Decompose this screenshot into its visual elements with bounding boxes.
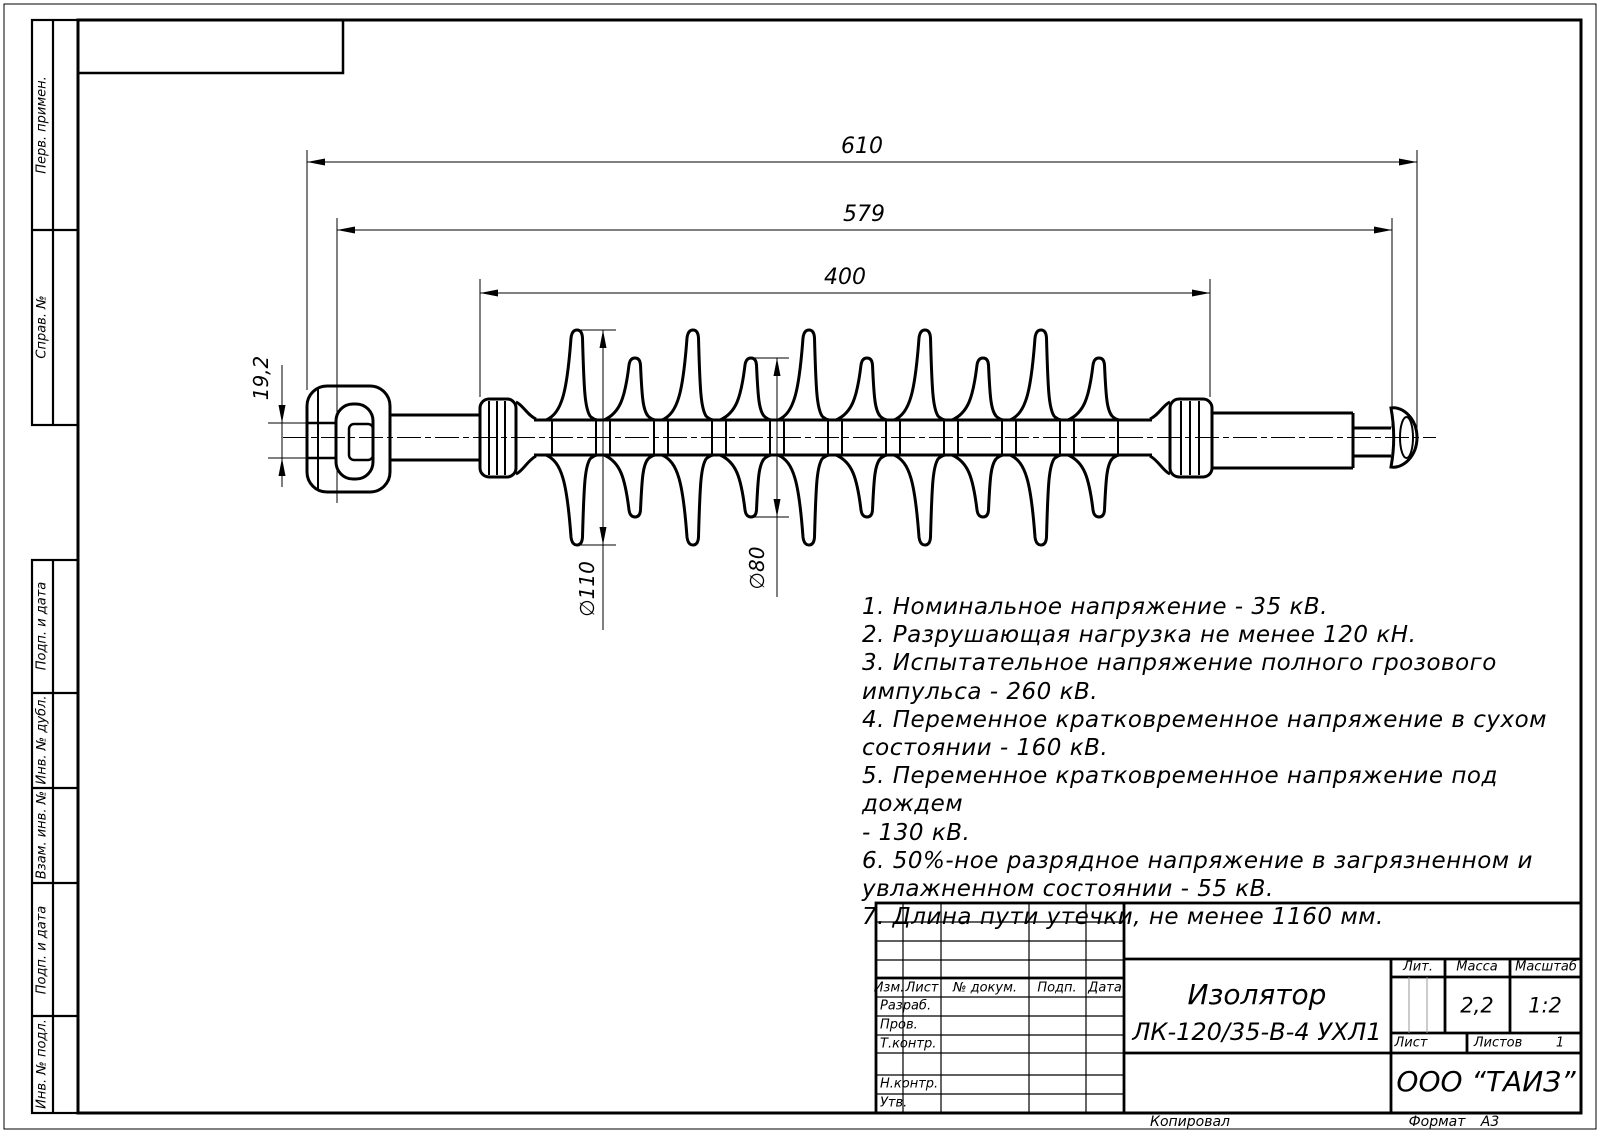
note-line: увлажненном состоянии - 55 кВ. [862,876,1274,903]
footer-format-value: А3 [1480,1114,1500,1130]
note-line: импульса - 260 кВ. [862,678,1099,705]
margin-label-vzam-inv-no: Взам. инв. № [34,790,50,880]
margin-label-podp-data-1: Подп. и дата [34,581,50,671]
tb-massa-value: 2,2 [1460,993,1494,1018]
tb-row-razrab: Разраб. [880,998,932,1014]
tb-title-line1: Изолятор [1187,978,1327,1011]
tb-row-prov: Пров. [880,1017,918,1033]
technical-notes [862,593,1600,931]
tb-listov-value: 1 [1555,1035,1565,1051]
dim-label-small-shed-diameter: ∅80 [745,546,769,590]
tb-massa-label: Масса [1456,959,1498,975]
tb-listov-label: Листов [1473,1035,1523,1051]
tb-row-nkontr: Н.контр. [880,1076,939,1092]
margin-label-inv-no-dubl: Инв. № дубл. [34,695,50,785]
tb-lit-label: Лит. [1403,959,1433,975]
note-line: 5. Переменное кратковременное напряжение под дождем [862,763,1498,818]
tb-company: ООО “ТАИЗ” [1396,1065,1576,1098]
tb-col-list: Лист [905,980,939,996]
top-stamp-box [78,20,343,73]
note-line: 3. Испытательное напряжение полного грозового [862,650,1497,677]
margin-label-sprav-no: Справ. № [34,295,50,359]
note-line: 4. Переменное кратковременное напряжение в сухом [862,706,1548,733]
footer-kopiroval: Копировал [1150,1114,1230,1130]
dim-label-clevis-slot: 19,2 [249,355,273,401]
tb-col-izm: Изм. [873,980,905,996]
dim-label-insulating-length: 400 [824,265,866,290]
clevis-fitting [307,386,390,492]
tb-col-podp: Подп. [1037,980,1077,996]
tb-title-line2: ЛК-120/35-В-4 УХЛ1 [1132,1018,1382,1046]
dim-label-overall-length: 610 [841,134,883,159]
tb-col-dokum: № докум. [952,980,1018,996]
note-line: 6. 50%-ное разрядное напряжение в загрязненном и [862,847,1533,874]
tb-masshtab-label: Масштаб [1515,959,1577,975]
tb-list-label: Лист [1394,1035,1428,1051]
margin-label-podp-data-2: Подп. и дата [34,905,50,995]
note-line: - 130 кВ. [862,819,971,846]
note-line: состоянии - 160 кВ. [862,735,1109,762]
dim-label-length-to-neck: 579 [843,202,885,227]
dim-label-large-shed-diameter: ∅110 [575,561,599,617]
margin-label-perv-primen: Перв. примен. [34,76,50,174]
tb-masshtab-value: 1:2 [1528,993,1562,1018]
tb-row-utv: Утв. [880,1095,908,1111]
note-line: 2. Разрушающая нагрузка не менее 120 кН. [862,622,1417,649]
note-line: 1. Номинальное напряжение - 35 кВ. [862,594,1328,620]
note-line: 7. Длина пути утечки, не менее 1160 мм. [862,904,1384,931]
tb-col-data: Дата [1088,980,1122,996]
margin-label-inv-no-podl: Инв. № подл. [34,1019,50,1109]
footer-format-label: Формат [1408,1114,1466,1130]
tb-row-tkontr: Т.контр. [880,1036,937,1052]
